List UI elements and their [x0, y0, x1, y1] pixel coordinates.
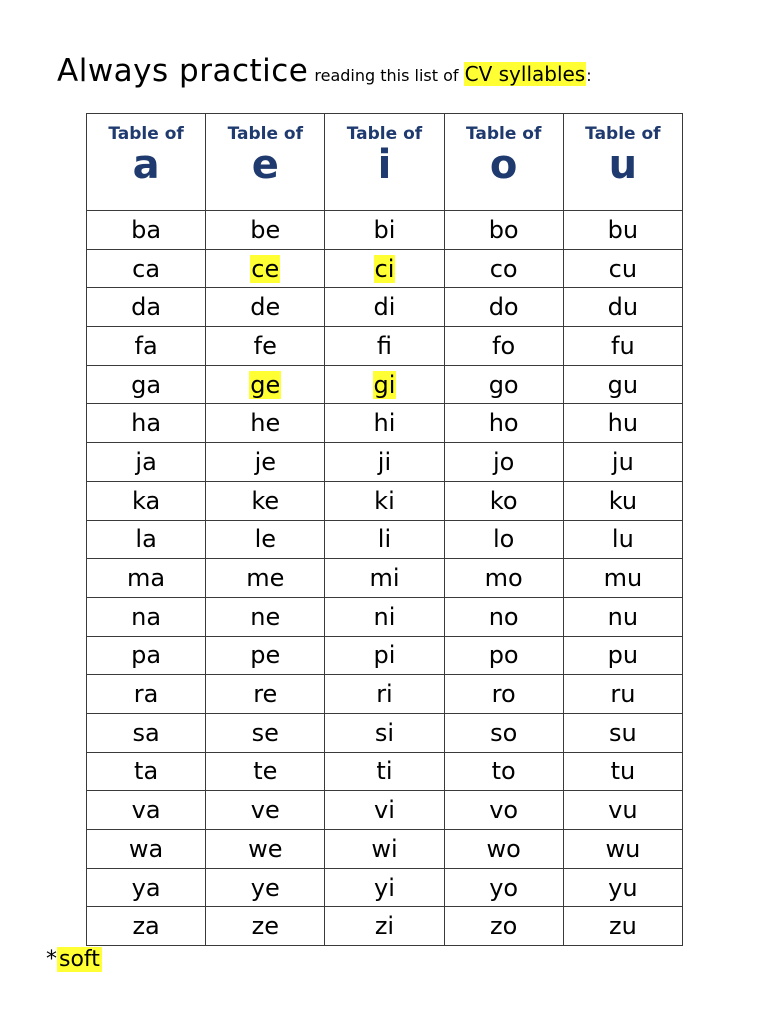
title-highlight-text: CV syllables [464, 62, 586, 86]
syllable-text: fo [492, 331, 516, 360]
table-row [87, 249, 683, 288]
syllable-text: vo [489, 796, 519, 825]
table-row [87, 327, 683, 366]
syllable-cell [325, 520, 444, 559]
syllable-text: po [488, 641, 519, 670]
title-colon: : [586, 66, 592, 85]
syllable-text: so [490, 718, 518, 747]
syllable-text: mi [369, 564, 400, 593]
syllable-cell [87, 791, 206, 830]
syllable-text: zu [608, 912, 637, 941]
syllable-cell [325, 327, 444, 366]
syllable-text: tu [610, 757, 636, 786]
syllable-text: do [488, 293, 519, 322]
syllable-cell [206, 868, 325, 907]
syllable-cell [206, 559, 325, 598]
syllable-text: pi [373, 641, 396, 670]
column-header-prefix: Table of [108, 124, 184, 144]
syllable-cell [444, 249, 563, 288]
syllable-text: yu [608, 873, 638, 902]
syllable-text: ni [373, 602, 396, 631]
column-header-vowel: i [377, 142, 392, 188]
page-title [57, 53, 592, 89]
syllable-cell [87, 327, 206, 366]
syllable-cell [325, 249, 444, 288]
syllable-cell [206, 752, 325, 791]
syllable-cell [206, 830, 325, 869]
syllable-cell [87, 443, 206, 482]
syllable-cell [444, 520, 563, 559]
syllable-cell [87, 211, 206, 250]
syllable-cell [325, 752, 444, 791]
title-main-text: Always practice [57, 53, 309, 89]
table-row [87, 288, 683, 327]
syllable-cell [325, 443, 444, 482]
syllable-text: bi [373, 215, 396, 244]
syllable-text: ve [250, 796, 280, 825]
table-row [87, 636, 683, 675]
syllable-cell [87, 675, 206, 714]
syllable-cell [325, 791, 444, 830]
syllable-cell [563, 559, 682, 598]
syllable-text: pa [131, 641, 162, 670]
column-header-prefix: Table of [346, 124, 423, 144]
syllable-text: ki [374, 486, 395, 515]
table-row [87, 830, 683, 869]
syllable-text: ju [611, 447, 634, 476]
syllable-text: wi [371, 834, 398, 863]
syllable-cell [444, 597, 563, 636]
syllable-text: yo [489, 873, 519, 902]
table-row [87, 791, 683, 830]
syllable-cell [325, 211, 444, 250]
syllable-cell [206, 404, 325, 443]
syllable-text: le [254, 525, 276, 554]
table-row [87, 559, 683, 598]
soft-syllable-text: ge [250, 370, 281, 399]
syllable-cell [325, 907, 444, 946]
syllable-text: me [246, 564, 285, 593]
syllable-cell [444, 288, 563, 327]
syllable-text: du [607, 293, 639, 322]
syllable-text: re [253, 680, 278, 709]
syllable-cell [87, 481, 206, 520]
syllable-cell [87, 868, 206, 907]
syllable-text: je [254, 447, 276, 476]
syllable-cell [563, 675, 682, 714]
syllable-text: pu [607, 641, 639, 670]
syllable-text: ga [131, 370, 162, 399]
footnote-highlight-text: soft [59, 947, 100, 972]
syllable-text: ru [610, 680, 636, 709]
table-row [87, 752, 683, 791]
syllable-text: ye [250, 873, 280, 902]
syllable-cell [444, 791, 563, 830]
syllable-text: hi [373, 409, 396, 438]
syllable-text: ro [491, 680, 516, 709]
syllable-cell [444, 211, 563, 250]
column-header-u [563, 114, 682, 211]
syllable-cell [325, 481, 444, 520]
syllable-text: fu [611, 331, 635, 360]
syllable-text: fa [134, 331, 158, 360]
syllable-text: te [253, 757, 278, 786]
title-sub-text: reading this list of [314, 66, 459, 85]
syllable-cell [444, 481, 563, 520]
syllable-cell [206, 636, 325, 675]
table-header [87, 114, 683, 211]
syllable-cell [563, 907, 682, 946]
syllable-cell [87, 288, 206, 327]
syllable-cell [444, 559, 563, 598]
syllable-text: se [251, 718, 279, 747]
syllable-cell [444, 404, 563, 443]
syllable-text: yi [374, 873, 395, 902]
syllable-text: va [131, 796, 161, 825]
syllable-cell [444, 907, 563, 946]
syllable-cell [87, 636, 206, 675]
syllable-text: wo [486, 834, 521, 863]
syllable-text: ri [376, 680, 393, 709]
syllable-text: ka [132, 486, 161, 515]
syllable-cell [206, 791, 325, 830]
syllable-cell [325, 597, 444, 636]
syllable-text: bo [488, 215, 519, 244]
syllable-text: di [373, 293, 396, 322]
syllable-cell [206, 327, 325, 366]
syllable-cell [563, 597, 682, 636]
syllable-text: si [374, 718, 395, 747]
syllable-cell [206, 443, 325, 482]
column-header-vowel: u [608, 142, 638, 188]
table-row [87, 481, 683, 520]
syllable-cell [444, 636, 563, 675]
table-row [87, 868, 683, 907]
column-header-prefix: Table of [465, 124, 542, 144]
syllable-text: za [132, 912, 160, 941]
header-row [87, 114, 683, 211]
syllable-text: lo [492, 525, 515, 554]
syllable-text: da [131, 293, 162, 322]
syllable-text: pe [250, 641, 281, 670]
table-row [87, 907, 683, 946]
table-row [87, 713, 683, 752]
syllable-cell [206, 249, 325, 288]
syllable-cell [563, 249, 682, 288]
syllable-cell [325, 404, 444, 443]
table-row [87, 443, 683, 482]
syllable-cell [563, 211, 682, 250]
syllable-cell [325, 559, 444, 598]
syllable-cell [325, 830, 444, 869]
syllable-cell [206, 713, 325, 752]
syllable-text: vi [374, 796, 395, 825]
syllable-cell [325, 675, 444, 714]
syllable-cell [325, 713, 444, 752]
syllable-text: ko [489, 486, 518, 515]
syllable-cell [325, 288, 444, 327]
syllable-cell [325, 636, 444, 675]
syllable-text: ba [131, 215, 162, 244]
syllable-cell [87, 404, 206, 443]
column-header-prefix: Table of [227, 124, 303, 144]
syllable-cell [563, 868, 682, 907]
syllable-cell [206, 481, 325, 520]
syllable-text: ho [488, 409, 519, 438]
syllable-text: ti [376, 757, 393, 786]
table-row [87, 520, 683, 559]
syllable-text: na [131, 602, 162, 631]
footnote [46, 947, 102, 972]
syllable-cell [206, 520, 325, 559]
syllable-text: ze [251, 912, 279, 941]
table-row [87, 211, 683, 250]
column-header-vowel: o [489, 142, 518, 188]
syllable-cell [563, 520, 682, 559]
syllable-text: no [488, 602, 519, 631]
syllable-cell [563, 752, 682, 791]
syllable-text: ne [250, 602, 281, 631]
syllable-cell [206, 288, 325, 327]
syllable-text: jo [492, 447, 515, 476]
column-header-a [87, 114, 206, 211]
syllable-text: nu [607, 602, 639, 631]
column-header-prefix: Table of [585, 124, 661, 144]
table-row [87, 365, 683, 404]
syllable-cell [87, 830, 206, 869]
syllable-text: ja [135, 447, 157, 476]
soft-syllable-text: ci [374, 254, 395, 283]
syllable-text: li [377, 525, 392, 554]
syllable-text: co [489, 254, 518, 283]
syllable-cell [206, 597, 325, 636]
syllable-text: ha [131, 409, 162, 438]
syllable-cell [206, 675, 325, 714]
syllable-text: ra [133, 680, 159, 709]
syllable-text: ma [127, 564, 166, 593]
syllable-cell [563, 404, 682, 443]
syllable-cell [563, 288, 682, 327]
syllable-text: ya [131, 873, 161, 902]
syllable-text: zo [490, 912, 518, 941]
syllable-cell [87, 249, 206, 288]
syllable-text: sa [132, 718, 160, 747]
column-header-vowel: e [251, 142, 279, 188]
syllable-table [86, 113, 683, 946]
syllable-text: fe [253, 331, 277, 360]
syllable-cell [444, 675, 563, 714]
syllable-cell [444, 365, 563, 404]
syllable-text: fi [376, 331, 393, 360]
syllable-cell [87, 559, 206, 598]
syllable-cell [87, 907, 206, 946]
column-header-o [444, 114, 563, 211]
soft-syllable-text: gi [373, 370, 396, 399]
syllable-text: go [488, 370, 519, 399]
syllable-cell [87, 365, 206, 404]
footnote-marker: * [46, 947, 57, 972]
syllable-text: gu [607, 370, 639, 399]
syllable-text: he [250, 409, 281, 438]
syllable-cell [206, 907, 325, 946]
syllable-text: hu [607, 409, 639, 438]
syllable-text: zi [374, 912, 395, 941]
syllable-cell [444, 868, 563, 907]
syllable-text: wa [128, 834, 164, 863]
table-row [87, 404, 683, 443]
syllable-cell [563, 636, 682, 675]
syllable-cell [325, 868, 444, 907]
syllable-text: mu [603, 564, 643, 593]
syllable-cell [563, 713, 682, 752]
syllable-text: mo [484, 564, 523, 593]
column-header-e [206, 114, 325, 211]
syllable-cell [87, 520, 206, 559]
syllable-text: ke [251, 486, 280, 515]
syllable-text: de [250, 293, 281, 322]
syllable-cell [563, 365, 682, 404]
syllable-cell [563, 791, 682, 830]
syllable-cell [444, 830, 563, 869]
syllable-text: we [248, 834, 283, 863]
syllable-cell [206, 365, 325, 404]
syllable-cell [563, 327, 682, 366]
syllable-text: bu [607, 215, 639, 244]
syllable-text: be [250, 215, 281, 244]
syllable-cell [87, 752, 206, 791]
soft-syllable-text: ce [251, 254, 280, 283]
syllable-cell [444, 443, 563, 482]
column-header-i [325, 114, 444, 211]
syllable-text: su [609, 718, 637, 747]
column-header-vowel: a [132, 142, 160, 188]
syllable-cell [563, 443, 682, 482]
table-row [87, 675, 683, 714]
syllable-text: cu [608, 254, 638, 283]
table-body [87, 211, 683, 946]
syllable-cell [206, 211, 325, 250]
syllable-text: lu [611, 525, 634, 554]
syllable-text: ca [132, 254, 161, 283]
syllable-text: la [135, 525, 157, 554]
syllable-cell [444, 713, 563, 752]
syllable-text: vu [608, 796, 638, 825]
syllable-cell [563, 830, 682, 869]
syllable-text: wu [605, 834, 641, 863]
syllable-cell [444, 327, 563, 366]
syllable-text: ta [134, 757, 159, 786]
syllable-text: to [491, 757, 516, 786]
syllable-cell [563, 481, 682, 520]
syllable-text: ku [608, 486, 638, 515]
syllable-text: ji [377, 447, 392, 476]
syllable-cell [444, 752, 563, 791]
table-row [87, 597, 683, 636]
syllable-cell [87, 713, 206, 752]
syllable-cell [87, 597, 206, 636]
syllable-cell [325, 365, 444, 404]
